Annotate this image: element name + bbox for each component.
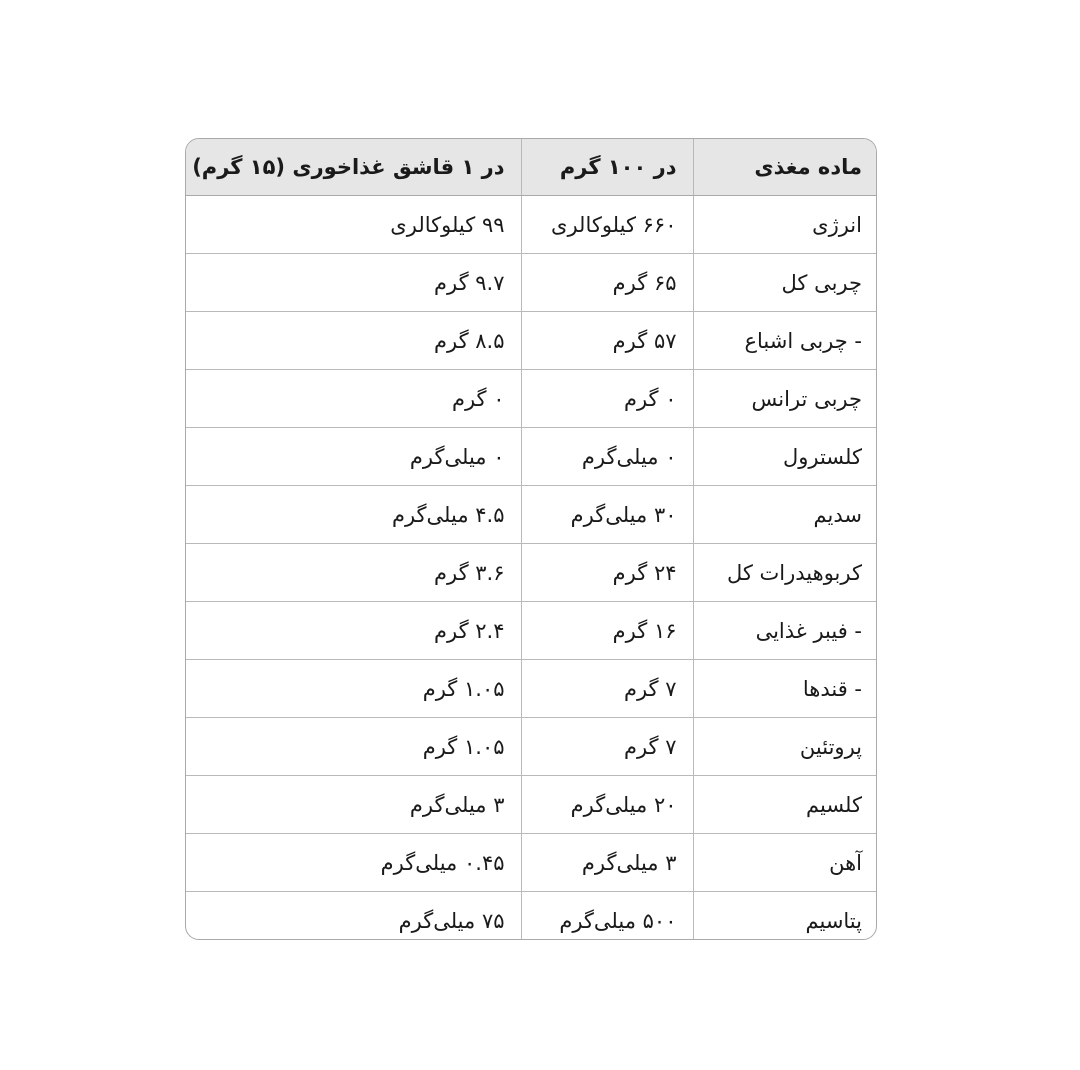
cell-per-100g: ۷ گرم	[521, 718, 693, 776]
table-row	[186, 370, 877, 428]
table-row	[186, 254, 877, 312]
cell-per-tablespoon: ۹۹ کیلوکالری	[186, 196, 521, 254]
cell-per-100g: ۰ گرم	[521, 370, 693, 428]
cell-nutrient: چربی کل	[693, 254, 877, 312]
cell-nutrient: پتاسیم	[693, 892, 877, 941]
header-per-100g: در ۱۰۰ گرم	[521, 139, 693, 196]
table-row	[186, 776, 877, 834]
header-per-tablespoon: در ۱ قاشق غذاخوری (۱۵ گرم)	[186, 139, 521, 196]
cell-nutrient: انرژی	[693, 196, 877, 254]
cell-per-tablespoon: ۰ میلی‌گرم	[186, 428, 521, 486]
cell-nutrient: سدیم	[693, 486, 877, 544]
cell-per-100g: ۵۷ گرم	[521, 312, 693, 370]
cell-per-tablespoon: ۳ میلی‌گرم	[186, 776, 521, 834]
cell-per-tablespoon: ۷۵ میلی‌گرم	[398, 908, 505, 933]
table-row	[186, 544, 877, 602]
cell-per-tablespoon: ۳.۶ گرم	[186, 544, 521, 602]
cell-nutrient: چربی ترانس	[693, 370, 877, 428]
cell-per-100g: ۵۰۰ میلی‌گرم	[521, 892, 693, 941]
nutrition-table-container	[185, 138, 877, 940]
table-row	[186, 892, 877, 941]
cell-nutrient: کلسترول	[693, 428, 877, 486]
cell-nutrient: پروتئین	[693, 718, 877, 776]
cell-per-100g: ۰ میلی‌گرم	[521, 428, 693, 486]
cell-per-tablespoon: ۹.۷ گرم	[186, 254, 521, 312]
cell-nutrient: - فیبر غذایی	[693, 602, 877, 660]
cell-nutrient: کلسیم	[693, 776, 877, 834]
table-row	[186, 196, 877, 254]
table-row	[186, 486, 877, 544]
table-row	[186, 660, 877, 718]
cell-per-100g: ۶۵ گرم	[521, 254, 693, 312]
cell-per-100g: ۱۶ گرم	[521, 602, 693, 660]
table-row	[186, 834, 877, 892]
header-nutrient: ماده مغذی	[693, 139, 877, 196]
cell-nutrient: آهن	[693, 834, 877, 892]
cell-per-100g: ۲۴ گرم	[521, 544, 693, 602]
cell-per-tablespoon: ۱.۰۵ گرم	[186, 718, 521, 776]
cell-per-100g: ۳ میلی‌گرم	[521, 834, 693, 892]
cell-per-100g: ۳۰ میلی‌گرم	[521, 486, 693, 544]
cell-per-tablespoon: ۰.۴۵ میلی‌گرم	[186, 834, 521, 892]
cell-nutrient: کربوهیدرات کل	[693, 544, 877, 602]
table-row	[186, 312, 877, 370]
table-row	[186, 602, 877, 660]
cell-per-100g: ۷ گرم	[521, 660, 693, 718]
cell-per-tablespoon: ۴.۵ میلی‌گرم	[186, 486, 521, 544]
cell-per-tablespoon: ۱.۰۵ گرم	[186, 660, 521, 718]
cell-nutrient: - قندها	[693, 660, 877, 718]
table-header	[186, 139, 877, 196]
cell-per-100g: ۶۶۰ کیلوکالری	[521, 196, 693, 254]
cell-per-tablespoon: ۲.۴ گرم	[186, 602, 521, 660]
table-row	[186, 428, 877, 486]
table-row	[186, 718, 877, 776]
header-row	[186, 139, 877, 196]
table-body	[186, 196, 877, 941]
nutrition-table	[186, 139, 877, 940]
cell-per-tablespoon: ۰ گرم	[186, 370, 521, 428]
cell-nutrient: - چربی اشباع	[693, 312, 877, 370]
cell-per-tablespoon: ۸.۵ گرم	[186, 312, 521, 370]
cell-per-100g: ۲۰ میلی‌گرم	[521, 776, 693, 834]
